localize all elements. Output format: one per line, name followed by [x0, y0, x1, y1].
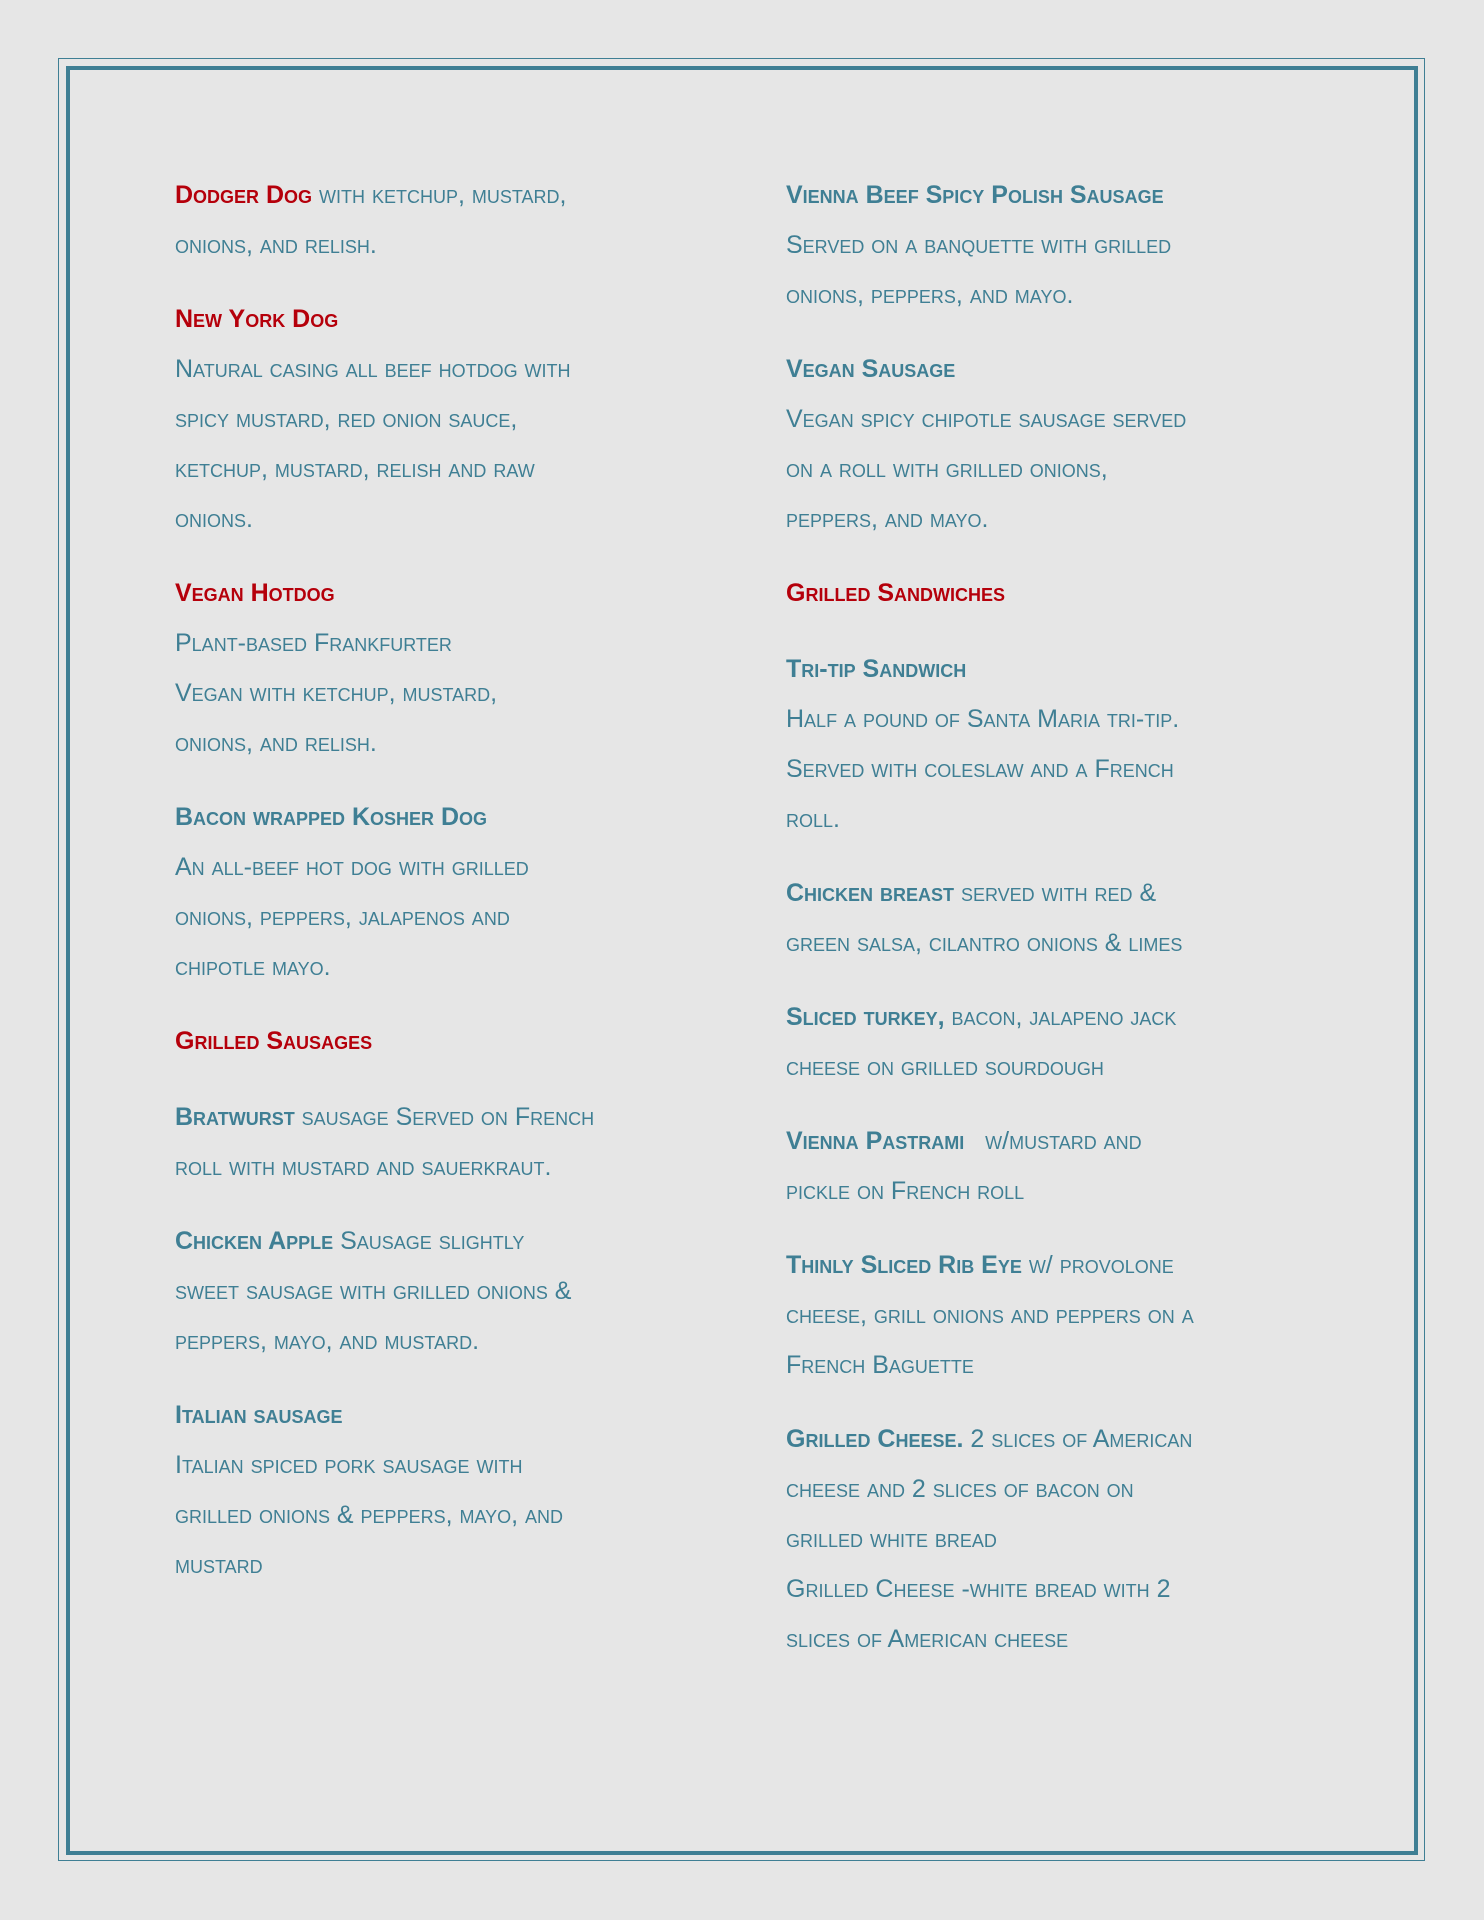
- menu-item-description-line: [175, 1440, 715, 1490]
- menu-item-title-line: [786, 568, 1326, 618]
- menu-item-text: peppers, mayo, and mustard.: [175, 1327, 480, 1355]
- menu-item: [175, 792, 715, 992]
- menu-item-text: chipotle mayo.: [175, 953, 331, 981]
- menu-item-description-line: [786, 1166, 1326, 1216]
- menu-item-text: Vegan with ketchup, mustard,: [175, 679, 498, 707]
- menu-item-name: Grilled Cheese.: [786, 1425, 964, 1453]
- menu-item-description-line: [786, 794, 1326, 844]
- menu-item-name: Vegan Sausage: [786, 355, 956, 383]
- menu-item: [786, 868, 1326, 968]
- menu-item-text: Served on a banquette with grilled: [786, 231, 1172, 259]
- menu-item-text: grilled onions & peppers, mayo, and: [175, 1501, 564, 1529]
- menu-item-text: cheese on grilled sourdough: [786, 1053, 1104, 1081]
- menu-item-text: 2 slices of American: [963, 1425, 1193, 1453]
- menu-item-text: with ketchup, mustard,: [312, 181, 567, 209]
- menu-item-text: w/ provolone: [1021, 1251, 1174, 1279]
- menu-item-description-line: [786, 444, 1326, 494]
- menu-item-name: Vienna Pastrami: [786, 1127, 965, 1155]
- menu-item-text: onions.: [175, 505, 253, 533]
- menu-item-text: Sausage slightly: [333, 1227, 525, 1255]
- menu-item-text: bacon, jalapeno jack: [944, 1003, 1177, 1031]
- menu-item-text: served with red &: [954, 879, 1157, 907]
- menu-item: [175, 568, 715, 768]
- menu-item-text: cheese and 2 slices of bacon on: [786, 1475, 1134, 1503]
- menu-item-description-line: [786, 1514, 1326, 1564]
- menu-item-name: Grilled Sandwiches: [786, 579, 1006, 607]
- menu-item-text: onions, peppers, jalapenos and: [175, 903, 510, 931]
- menu-item: [175, 1390, 715, 1590]
- menu-item: [786, 644, 1326, 844]
- menu-item-text: onions, and relish.: [175, 231, 377, 259]
- menu-item-text: Grilled Cheese -white bread with 2: [786, 1575, 1171, 1603]
- menu-item-description-line: [786, 1614, 1326, 1664]
- menu-item-description-line: [175, 942, 715, 992]
- menu-item-text: grilled white bread: [786, 1525, 997, 1553]
- menu-item-title-line: [175, 294, 715, 344]
- menu-item: [786, 1240, 1326, 1390]
- menu-item-name: Dodger Dog: [175, 181, 313, 209]
- menu-item: [175, 1092, 715, 1192]
- menu-item-text: pickle on French roll: [786, 1177, 1025, 1205]
- menu-item-description-line: [786, 494, 1326, 544]
- menu-item-description-line: [786, 694, 1326, 744]
- menu-item-text: Plant-based Frankfurter: [175, 629, 452, 657]
- menu-item: [786, 1414, 1326, 1664]
- menu-item-title-line: [786, 170, 1326, 220]
- menu-item: [786, 992, 1326, 1092]
- menu-item-title-line: [786, 1414, 1326, 1464]
- menu-item-description-line: [175, 1490, 715, 1540]
- menu-item-name: Bratwurst: [175, 1103, 295, 1131]
- menu-item-description-line: [786, 394, 1326, 444]
- menu-item: [175, 170, 715, 270]
- menu-item-title-line: [175, 1092, 715, 1142]
- menu-item-text: roll with mustard and sauerkraut.: [175, 1153, 552, 1181]
- menu-item-title-line: [786, 644, 1326, 694]
- menu-item-description-line: [175, 1540, 715, 1590]
- menu-item-text: spicy mustard, red onion sauce,: [175, 405, 518, 433]
- menu-item-name: Vegan Hotdog: [175, 579, 335, 607]
- menu-item-title-line: [175, 568, 715, 618]
- menu-item-text: slices of American cheese: [786, 1625, 1069, 1653]
- menu-item-text: sausage Served on French: [294, 1103, 595, 1131]
- menu-item-name: Vienna Beef Spicy Polish Sausage: [786, 181, 1164, 209]
- menu-item-description-line: [175, 344, 715, 394]
- menu-item-description-line: [175, 842, 715, 892]
- menu-item-text: sweet sausage with grilled onions &: [175, 1277, 572, 1305]
- menu-item-text: An all-beef hot dog with grilled: [175, 853, 529, 881]
- menu-item-description-line: [786, 220, 1326, 270]
- menu-item-name: Sliced turkey,: [786, 1003, 945, 1031]
- menu-item-title-line: [175, 1016, 715, 1066]
- menu-item-text: Vegan spicy chipotle sausage served: [786, 405, 1187, 433]
- menu-item-text: w/mustard and: [964, 1127, 1142, 1155]
- menu-item-title-line: [175, 1390, 715, 1440]
- menu-item-description-line: [175, 494, 715, 544]
- menu-item-description-line: [786, 270, 1326, 320]
- menu-item-text: French Baguette: [786, 1351, 974, 1379]
- menu-item-text: mustard: [175, 1551, 263, 1579]
- menu-item-title-line: [786, 1116, 1326, 1166]
- menu-item-text: Served with coleslaw and a French: [786, 755, 1174, 783]
- menu-item-description-line: [175, 220, 715, 270]
- menu-item-text: Italian spiced pork sausage with: [175, 1451, 523, 1479]
- menu-item-description-line: [175, 444, 715, 494]
- menu-item-title-line: [786, 1240, 1326, 1290]
- menu-item-name: Italian sausage: [175, 1401, 343, 1429]
- menu-item-description-line: [175, 618, 715, 668]
- menu-item-text: peppers, and mayo.: [786, 505, 989, 533]
- menu-item-description-line: [786, 1290, 1326, 1340]
- menu-item-description-line: [786, 744, 1326, 794]
- menu-item-title-line: [786, 992, 1326, 1042]
- menu-item-text: roll.: [786, 805, 840, 833]
- menu-item-text: onions, and relish.: [175, 729, 377, 757]
- menu-item-title-line: [175, 170, 715, 220]
- menu-item-text: green salsa, cilantro onions & limes: [786, 929, 1183, 957]
- menu-item-description-line: [175, 394, 715, 444]
- menu-item-name: New York Dog: [175, 305, 339, 333]
- menu-item-name: Tri-tip Sandwich: [786, 655, 967, 683]
- menu-item: [786, 1116, 1326, 1216]
- menu-item-name: Bacon wrapped Kosher Dog: [175, 803, 488, 831]
- menu-item-text: Natural casing all beef hotdog with: [175, 355, 571, 383]
- menu-section-heading: [175, 1016, 715, 1066]
- menu-column-left: [175, 170, 715, 1614]
- menu-item-title-line: [786, 868, 1326, 918]
- menu-item-description-line: [786, 1564, 1326, 1614]
- menu-item-description-line: [786, 1464, 1326, 1514]
- menu-item-name: Grilled Sausages: [175, 1027, 373, 1055]
- menu-item: [175, 1216, 715, 1366]
- menu-item-title-line: [175, 792, 715, 842]
- menu-item-name: Chicken Apple: [175, 1227, 334, 1255]
- menu-section-heading: [786, 568, 1326, 618]
- menu-item-name: Thinly Sliced Rib Eye: [786, 1251, 1022, 1279]
- menu-item-name: Chicken breast: [786, 879, 955, 907]
- menu-item-description-line: [175, 668, 715, 718]
- menu-item-description-line: [175, 892, 715, 942]
- menu-item-text: Half a pound of Santa Maria tri-tip.: [786, 705, 1180, 733]
- menu-item-text: onions, peppers, and mayo.: [786, 281, 1074, 309]
- menu-column-right: [786, 170, 1326, 1688]
- menu-item-text: on a roll with grilled onions,: [786, 455, 1108, 483]
- menu-item-description-line: [175, 1266, 715, 1316]
- menu-item-title-line: [786, 344, 1326, 394]
- menu-item: [175, 294, 715, 544]
- menu-item-description-line: [175, 718, 715, 768]
- menu-item-text: ketchup, mustard, relish and raw: [175, 455, 535, 483]
- menu-item-description-line: [175, 1142, 715, 1192]
- menu-item-description-line: [175, 1316, 715, 1366]
- menu-item: [786, 344, 1326, 544]
- menu-item-title-line: [175, 1216, 715, 1266]
- menu-item-description-line: [786, 1340, 1326, 1390]
- menu-item: [786, 170, 1326, 320]
- menu-item-description-line: [786, 918, 1326, 968]
- menu-item-description-line: [786, 1042, 1326, 1092]
- menu-item-text: cheese, grill onions and peppers on a: [786, 1301, 1194, 1329]
